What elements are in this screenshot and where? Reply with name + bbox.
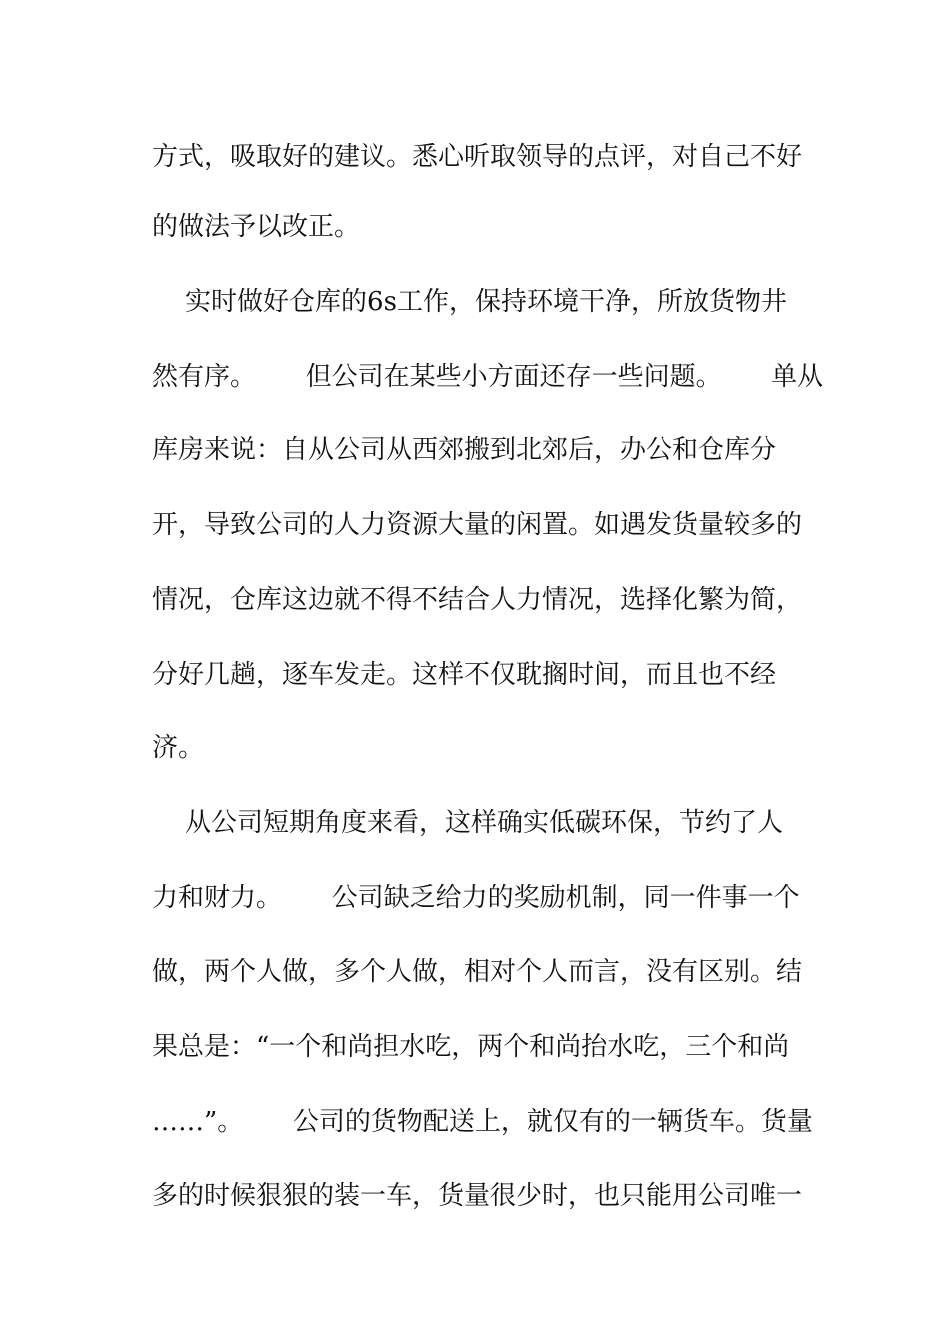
text-line: 果总是：“一个和尚担水吃，两个和尚抬水吃，三个和尚 — [152, 1032, 790, 1062]
text-line: 的做法予以改正。 — [152, 212, 361, 242]
text-line: 情况，仓库这边就不得不结合人力情况，选择化繁为简， — [152, 585, 803, 615]
text-line: 然有序。 但公司在某些小方面还存一些问题。 单从 — [152, 362, 824, 392]
text-line: 开，导致公司的人力资源大量的闲置。如遇发货量较多的 — [152, 510, 803, 540]
text-line: 分好几趟，逐车发走。这样不仅耽搁时间，而且也不经 — [152, 660, 777, 690]
text-line: 库房来说：自从公司从西郊搬到北郊后，办公和仓库分 — [152, 435, 777, 465]
text-line: ……”。 公司的货物配送上，就仅有的一辆货车。货量 — [152, 1107, 813, 1137]
text-line: 从公司短期角度来看，这样确实低碳环保，节约了人 — [152, 808, 784, 838]
text-line: 方式，吸取好的建议。悉心听取领导的点评，对自己不好 — [152, 142, 803, 172]
text-line: 做，两个人做，多个人做，相对个人而言，没有区别。结 — [152, 957, 803, 987]
text-line: 实时做好仓库的6s工作，保持环境干净，所放货物井 — [152, 287, 787, 317]
text-line: 济。 — [152, 733, 205, 763]
text-line: 力和财力。 公司缺乏给力的奖励机制，同一件事一个 — [152, 883, 800, 913]
text-line: 多的时候狠狠的装一车，货量很少时，也只能用公司唯一 — [152, 1181, 803, 1211]
